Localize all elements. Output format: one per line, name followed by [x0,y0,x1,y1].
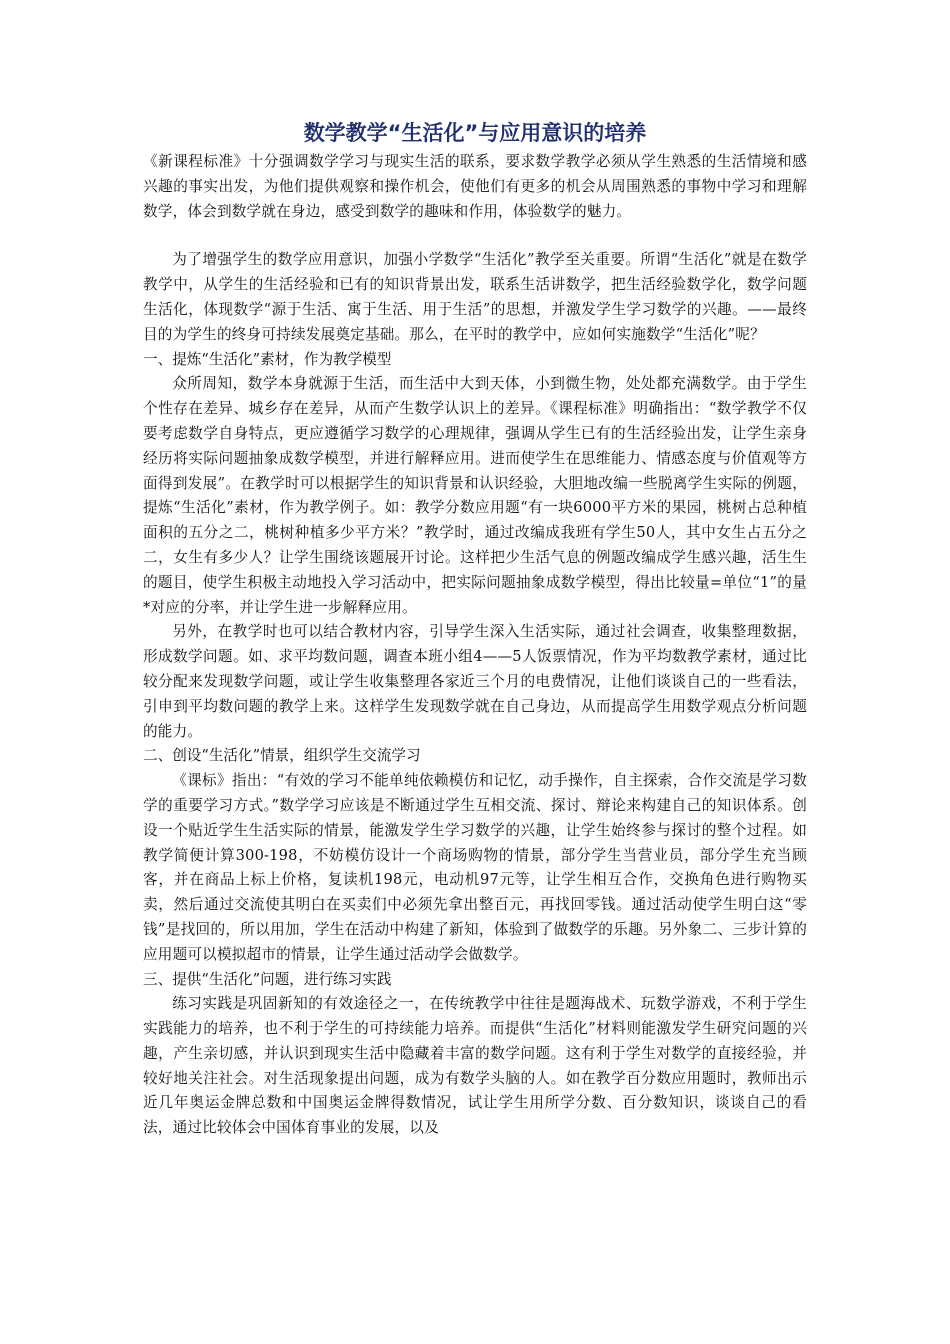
paragraph-3: 另外，在教学时也可以结合教材内容，引导学生深入生活实际，通过社会调查，收集整理数据，形成数学问题。如、求平均数问题，调查本班小组4——5人饭票情况，作为平均数教学素材，通过比较分配来发现数学问题，或让学生收集整理各家近三个月的电费情况，让他们谈谈自己的一些看法，引申到平均数问题的教学上来。这样学生发现数学就在自己身边，从而提高学生用数学观点分析问题的能力。 [143,623,807,740]
section-heading-2: 二、创设“生活化”情景，组织学生交流学习 [143,747,421,765]
section-heading-1: 一、提炼“生活化”素材，作为教学模型 [143,350,392,368]
paragraph-gap [143,224,807,248]
intro-paragraph: 《新课程标准》十分强调数学学习与现实生活的联系，要求数学教学必须从学生熟悉的生活情境和感兴趣的事实出发，为他们提供观察和操作机会，使他们有更多的机会从周围熟悉的事物中学习和理解数学，体会到数学就在身边，感受到数学的趣味和作用，体验数学的魅力。 [143,153,807,220]
paragraph-1: 为了增强学生的数学应用意识，加强小学数学“生活化”教学至关重要。所谓“生活化”就是在数学教学中，从学生的生活经验和已有的知识背景出发，联系生活讲数学，把生活经验数学化，数学问题生活化，体现数学“源于生活、寓于生活、用于生活”的思想，并激发学生学习数学的兴趣。——最终目的为学生的终身可持续发展奠定基础。那么，在平时的教学中，应如何实施数学“生活化”呢？ [143,251,807,343]
paragraph-4: 《课标》指出：“有效的学习不能单纯依赖模仿和记忆，动手操作，自主探索，合作交流是学习数学的重要学习方式。”数学学习应该是不断通过学生互相交流、探讨、辩论来构建自己的知识体系。创设一个贴近学生生活实际的情景，能激发学生学习数学的兴趣，让学生始终参与探讨的整个过程。如教学简便计算300-198，不妨模仿设计一个商场购物的情景，部分学生当营业员，部分学生充当顾客，并在商品上标上价格，复读机198元，电动机97元等，让学生相互合作，交换角色进行购物买卖，然后通过交流使其明白在买卖们中必须先拿出整百元，再找回零钱。通过活动使学生明白这“零钱”是找回的，所以用加，学生在活动中构建了新知，体验到了做数学的乐趣。另外象二、三步计算的应用题可以模拟超市的情景，让学生通过活动学会做数学。 [143,772,807,963]
paragraph-5: 练习实践是巩固新知的有效途径之一，在传统教学中往往是题海战术、玩数学游戏，不利于学生实践能力的培养，也不利于学生的可持续能力培养。而提供“生活化”材料则能激发学生研究问题的兴趣，产生亲切感，并认识到现实生活中隐藏着丰富的数学问题。这有利于学生对数学的直接经验，并较好地关注社会。对生活现象提出问题，成为有数学头脑的人。如在教学百分数应用题时，教师出示近几年奥运金牌总数和中国奥运金牌得数情况，试让学生用所学分数、百分数知识，谈谈自己的看法，通过比较体会中国体育事业的发展，以及 [143,995,807,1137]
document-title: 数学教学“生活化”与应用意识的培养 [303,121,647,145]
section-heading-3: 三、提供“生活化”问题，进行练习实践 [143,970,392,988]
paragraph-2: 众所周知，数学本身就源于生活，而生活中大到天体，小到微生物，处处都充满数学。由于学生个性存在差异、城乡存在差异，从而产生数学认识上的差异。《课程标准》明确指出：“数学教学不仅要考虑数学自身特点，更应遵循学习数学的心理规律，强调从学生已有的生活经验出发，让学生亲身经历将实际问题抽象成数学模型，并进行解释应用。进而使学生在思维能力、情感态度与价值观等方面得到发展”。在教学时可以根据学生的知识背景和认识经验，大胆地改编一些脱离学生实际的例题，提炼“生活化”素材，作为教学例子。如：教学分数应用题“有一块6000平方米的果园，桃树占总种植面积的五分之二，桃树种植多少平方米？”教学时，通过改编成我班有学生50人，其中女生占五分之二，女生有多少人？让学生围绕该题展开讨论。这样把少生活气息的例题改编成学生感兴趣，活生生的题目，使学生积极主动地投入学习活动中，把实际问题抽象成数学模型，得出比较量=单位“1”的量*对应的分率，并让学生进一步解释应用。 [143,375,807,616]
